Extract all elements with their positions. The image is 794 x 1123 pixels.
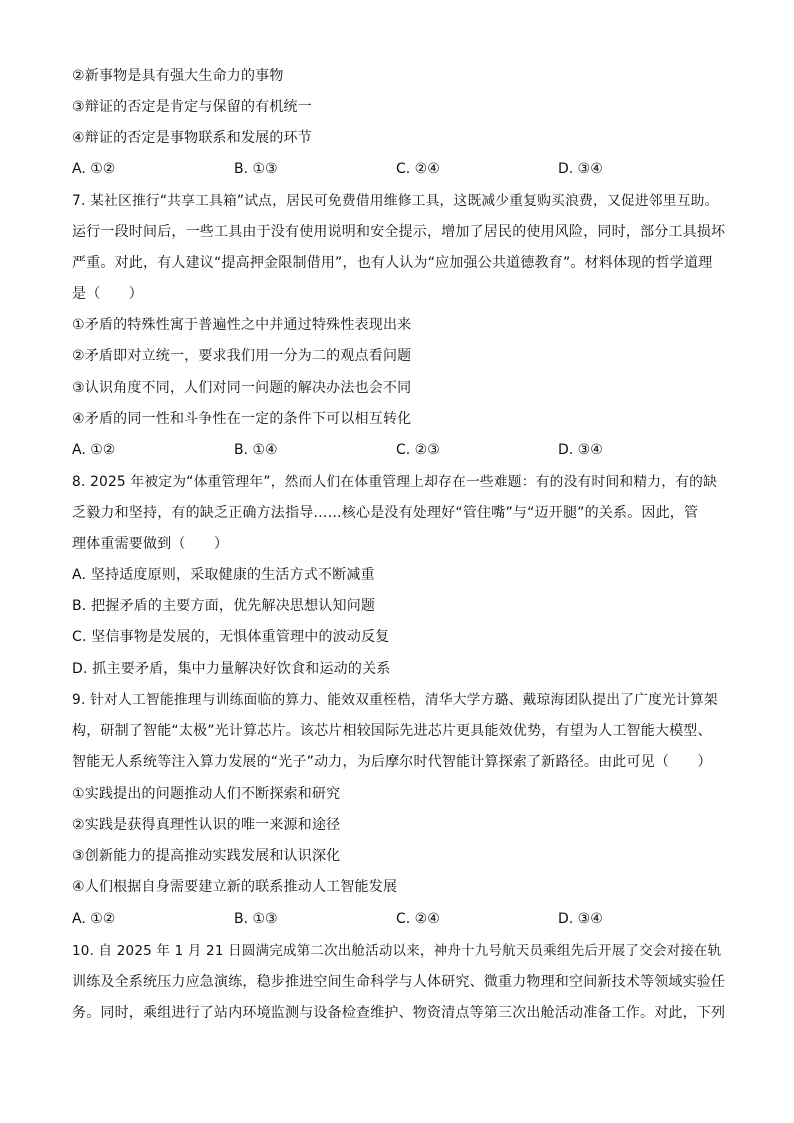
- q7-statement-4: ④矛盾的同一性和斗争性在一定的条件下可以相互转化: [72, 411, 412, 427]
- q10-stem-line-1: 10. 自 2025 年 1 月 21 日圆满完成第二次出舱活动以来，神舟十九号航天员乘组先后开展了交会对接在轨: [72, 943, 722, 959]
- q7-option-a: A. ①②: [72, 442, 116, 458]
- q9-stem-line-2: 构，研制了智能“太极”光计算芯片。该芯片相较国际先进芯片更具能效优势，有望为人工智能大模型、: [72, 723, 712, 739]
- q6-statement-3: ③辩证的否定是肯定与保留的有机统一: [72, 99, 312, 115]
- q7-statement-3: ③认识角度不同，人们对同一问题的解决办法也会不同: [72, 380, 412, 396]
- q8-stem-line-2: 乏毅力和坚持，有的缺乏正确方法指导……核心是没有处理好“管住嘴”与“迈开腿”的关系。因此，管: [72, 505, 699, 521]
- q9-statement-2: ②实践是获得真理性认识的唯一来源和途径: [72, 817, 341, 833]
- q9-option-d: D. ③④: [558, 911, 603, 927]
- q6-option-d: D. ③④: [558, 161, 603, 177]
- q8-option-a: A. 坚持适度原则，采取健康的生活方式不断减重: [72, 567, 375, 583]
- q10-stem-line-3: 务。同时，乘组进行了站内环境监测与设备检查维护、物资清点等第三次出舱活动准备工作。对此，下列: [72, 1005, 726, 1021]
- q8-option-b: B. 把握矛盾的主要方面，优先解决思想认知问题: [72, 598, 376, 614]
- q8-option-c: C. 坚信事物是发展的，无惧体重管理中的波动反复: [72, 629, 390, 645]
- q6-options: [72, 159, 728, 179]
- q7-statement-2: ②矛盾即对立统一，要求我们用一分为二的观点看问题: [72, 348, 412, 364]
- q9-statement-1: ①实践提出的问题推动人们不断探索和研究: [72, 786, 341, 802]
- q9-stem-line-1: 9. 针对人工智能推理与训练面临的算力、能效双重桎梏，清华大学方璐、戴琼海团队提出了广度光计算架: [72, 692, 718, 708]
- q7-stem-line-1: 7. 某社区推行“共享工具箱”试点，居民可免费借用维修工具，这既减少重复购买浪费，又促进邻里互助。: [72, 193, 719, 209]
- q9-option-c: C. ②④: [396, 911, 440, 927]
- q7-stem-line-4: 是（ ）: [72, 286, 143, 302]
- q6-option-c: C. ②④: [396, 161, 440, 177]
- q9-option-a: A. ①②: [72, 911, 116, 927]
- q9-statement-4: ④人们根据自身需要建立新的联系推动人工智能发展: [72, 879, 398, 895]
- q6-statement-2: ②新事物是具有强大生命力的事物: [72, 68, 284, 84]
- q7-options: [72, 440, 728, 460]
- q8-stem-line-3: 理体重需要做到（ ）: [72, 536, 229, 552]
- q6-option-a: A. ①②: [72, 161, 116, 177]
- q7-stem-line-2: 运行一段时间后，一些工具由于没有使用说明和安全提示，增加了居民的使用风险，同时，部分工具损坏: [72, 224, 726, 240]
- q8-stem-line-1: 8. 2025 年被定为“体重管理年”，然而人们在体重管理上却存在一些难题：有的没有时间和精力，有的缺: [72, 474, 718, 490]
- q6-statement-4: ④辩证的否定是事物联系和发展的环节: [72, 130, 312, 146]
- q7-statement-1: ①矛盾的特殊性寓于普遍性之中并通过特殊性表现出来: [72, 317, 412, 333]
- q10-stem-line-2: 训练及全系统压力应急演练，稳步推进空间生命科学与人体研究、微重力物理和空间新技术等领域实验任: [72, 974, 726, 990]
- q8-option-d: D. 抓主要矛盾，集中力量解决好饮食和运动的关系: [72, 661, 391, 677]
- q7-stem-line-3: 严重。对此，有人建议“提高押金限制借用”，也有人认为“应加强公共道德教育”。材料体现的哲学道理: [72, 255, 713, 271]
- q7-option-b: B. ①④: [234, 442, 278, 458]
- q9-option-b: B. ①③: [234, 911, 278, 927]
- q6-option-b: B. ①③: [234, 161, 278, 177]
- q7-option-c: C. ②③: [396, 442, 440, 458]
- q9-statement-3: ③创新能力的提高推动实践发展和认识深化: [72, 848, 341, 864]
- q9-options: [72, 909, 728, 929]
- q7-option-d: D. ③④: [558, 442, 603, 458]
- q9-stem-line-3: 智能无人系统等注入算力发展的“光子”动力，为后摩尔时代智能计算探索了新路径。由此可见（ ）: [72, 754, 712, 770]
